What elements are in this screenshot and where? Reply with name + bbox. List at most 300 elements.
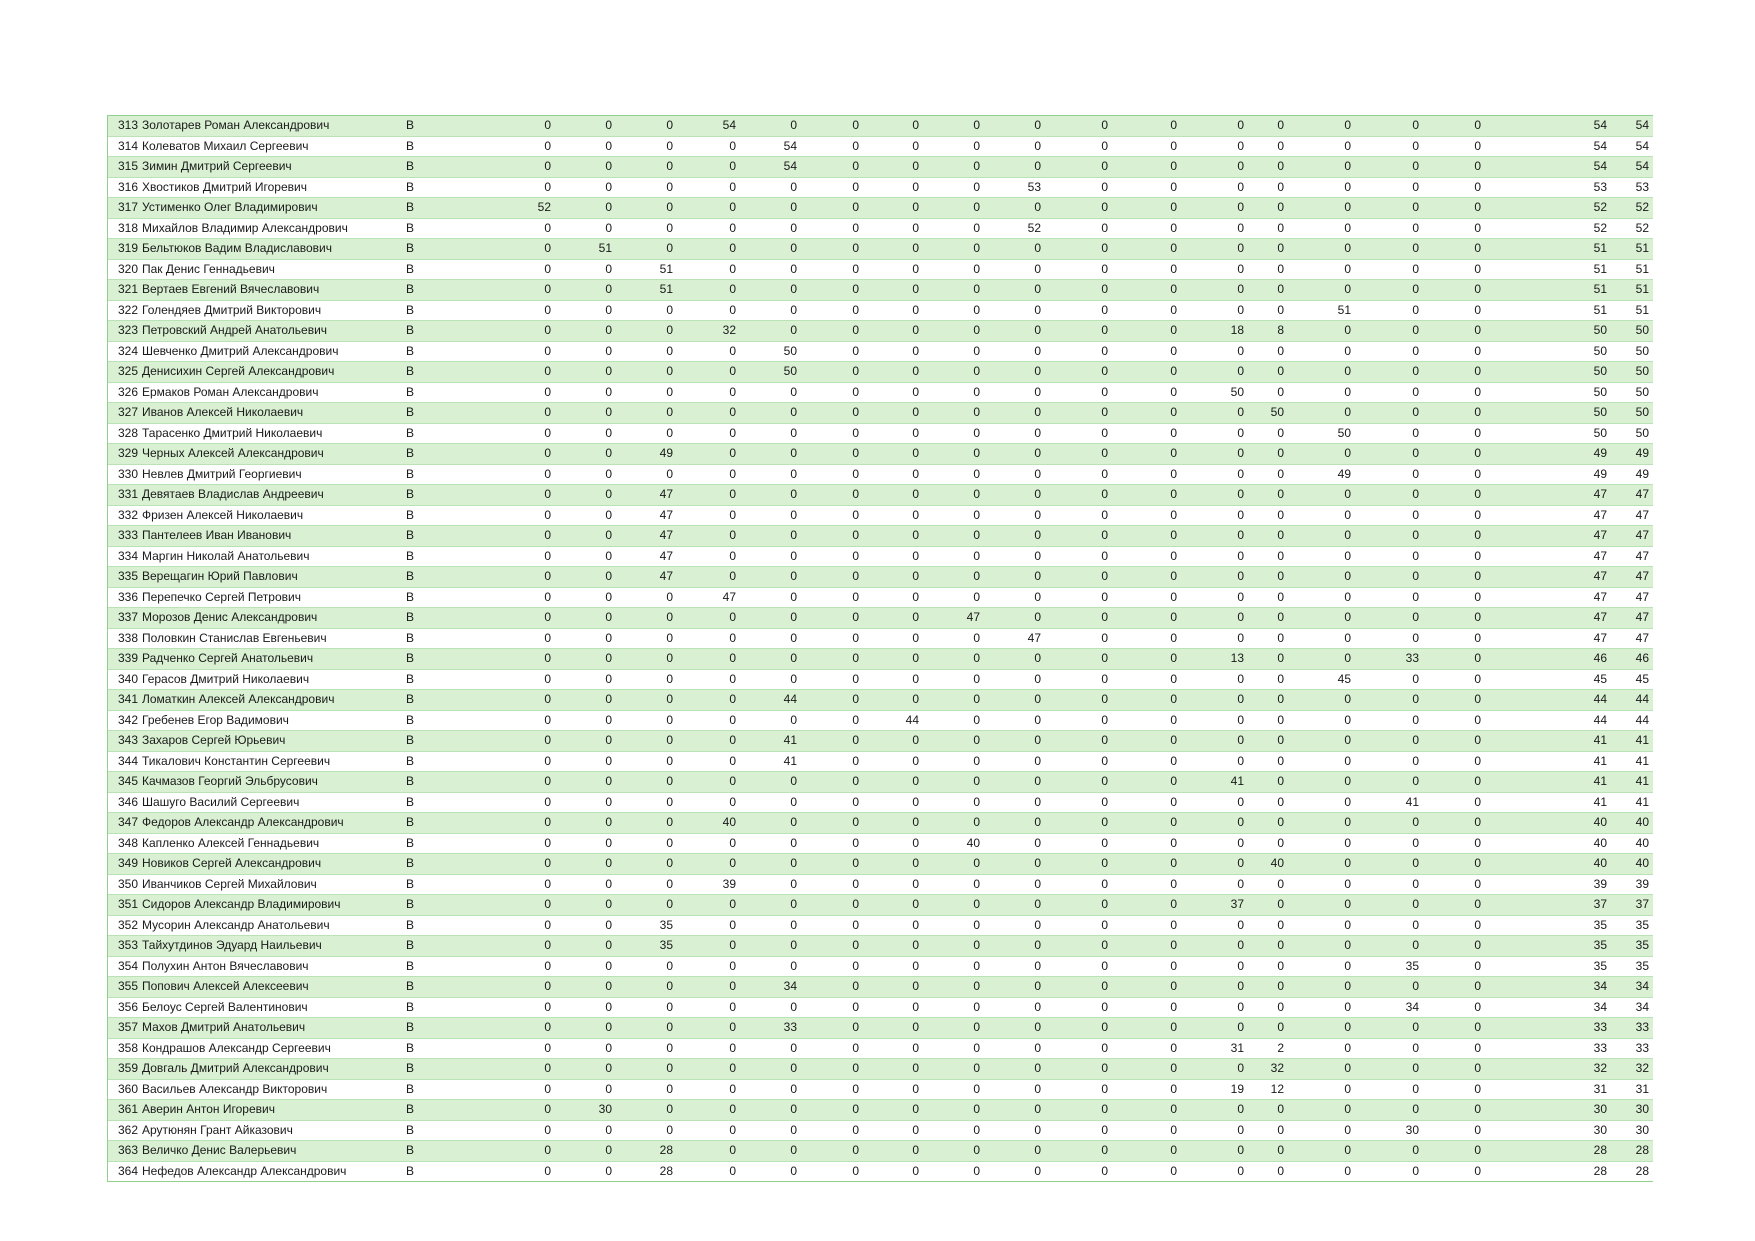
stage-score-cell: 0 — [1288, 751, 1355, 772]
stage-score-cell: 0 — [1248, 710, 1288, 731]
stage-score-cell: 0 — [616, 628, 677, 649]
stage-score-cell: 44 — [863, 710, 923, 731]
category-cell: B — [404, 116, 460, 136]
stage-score-cell: 0 — [1112, 751, 1181, 772]
stage-score-cell: 0 — [923, 690, 984, 711]
stage-score-cell: 0 — [460, 403, 555, 424]
final-total-cell: 34 — [1611, 997, 1653, 1018]
category-cell: B — [404, 792, 460, 813]
total-cell: 47 — [1485, 567, 1611, 588]
stage-score-cell: 0 — [677, 710, 740, 731]
total-cell: 41 — [1485, 751, 1611, 772]
stage-score-cell: 0 — [801, 136, 863, 157]
stage-score-cell: 0 — [1112, 854, 1181, 875]
stage-score-cell: 0 — [460, 608, 555, 629]
stage-score-cell: 0 — [1045, 628, 1112, 649]
stage-score-cell: 0 — [984, 608, 1045, 629]
rank-cell: 360 — [108, 1079, 142, 1100]
stage-score-cell: 0 — [1355, 362, 1423, 383]
participant-name-cell: Бельтюков Вадим Владиславович — [142, 239, 404, 260]
stage-score-cell: 0 — [863, 649, 923, 670]
stage-score-cell: 0 — [801, 956, 863, 977]
stage-score-cell: 0 — [1181, 669, 1248, 690]
stage-score-cell: 0 — [1248, 1161, 1288, 1181]
stage-score-cell: 0 — [1423, 813, 1485, 834]
table-row — [108, 239, 1653, 260]
stage-score-cell: 0 — [1423, 177, 1485, 198]
stage-score-cell: 0 — [984, 300, 1045, 321]
stage-score-cell: 0 — [1423, 956, 1485, 977]
stage-score-cell: 0 — [1423, 1079, 1485, 1100]
stage-score-cell: 0 — [1112, 608, 1181, 629]
stage-score-cell: 0 — [1248, 526, 1288, 547]
participant-name-cell: Иванов Алексей Николаевич — [142, 403, 404, 424]
stage-score-cell: 0 — [460, 300, 555, 321]
stage-score-cell: 0 — [863, 505, 923, 526]
stage-score-cell: 0 — [1112, 239, 1181, 260]
stage-score-cell: 0 — [984, 710, 1045, 731]
stage-score-cell: 0 — [740, 382, 801, 403]
stage-score-cell: 0 — [555, 505, 616, 526]
category-cell: B — [404, 218, 460, 239]
stage-score-cell: 0 — [863, 1038, 923, 1059]
total-cell: 47 — [1485, 485, 1611, 506]
participant-name-cell: Капленко Алексей Геннадьевич — [142, 833, 404, 854]
rank-cell: 318 — [108, 218, 142, 239]
stage-score-cell: 0 — [677, 1018, 740, 1039]
participant-name-cell: Белоус Сергей Валентинович — [142, 997, 404, 1018]
rank-cell: 354 — [108, 956, 142, 977]
stage-score-cell: 0 — [677, 464, 740, 485]
category-cell: B — [404, 628, 460, 649]
participant-name-cell: Новиков Сергей Александрович — [142, 854, 404, 875]
stage-score-cell: 0 — [740, 505, 801, 526]
stage-score-cell: 0 — [555, 997, 616, 1018]
participant-name-cell: Федоров Александр Александрович — [142, 813, 404, 834]
stage-score-cell: 13 — [1181, 649, 1248, 670]
stage-score-cell: 50 — [740, 341, 801, 362]
stage-score-cell: 0 — [923, 751, 984, 772]
stage-score-cell: 0 — [1248, 587, 1288, 608]
stage-score-cell: 0 — [677, 177, 740, 198]
stage-score-cell: 50 — [1248, 403, 1288, 424]
stage-score-cell: 0 — [1045, 936, 1112, 957]
stage-score-cell: 31 — [1181, 1038, 1248, 1059]
category-cell: B — [404, 690, 460, 711]
final-total-cell: 51 — [1611, 280, 1653, 301]
stage-score-cell: 0 — [740, 649, 801, 670]
stage-score-cell: 0 — [984, 874, 1045, 895]
stage-score-cell: 0 — [1423, 587, 1485, 608]
stage-score-cell: 0 — [923, 464, 984, 485]
stage-score-cell: 0 — [1423, 649, 1485, 670]
participant-name-cell: Невлев Дмитрий Георгиевич — [142, 464, 404, 485]
category-cell: B — [404, 1100, 460, 1121]
stage-score-cell: 0 — [1181, 259, 1248, 280]
table-body — [108, 116, 1653, 1181]
rank-cell: 357 — [108, 1018, 142, 1039]
stage-score-cell: 0 — [984, 239, 1045, 260]
stage-score-cell: 0 — [616, 157, 677, 178]
stage-score-cell: 0 — [1355, 813, 1423, 834]
stage-score-cell: 0 — [1288, 116, 1355, 136]
category-cell: B — [404, 854, 460, 875]
stage-score-cell: 0 — [1045, 280, 1112, 301]
stage-score-cell: 0 — [1045, 300, 1112, 321]
final-total-cell: 34 — [1611, 977, 1653, 998]
stage-score-cell: 0 — [1288, 731, 1355, 752]
stage-score-cell: 0 — [801, 669, 863, 690]
category-cell: B — [404, 1079, 460, 1100]
stage-score-cell: 0 — [677, 608, 740, 629]
stage-score-cell: 0 — [984, 1059, 1045, 1080]
stage-score-cell: 0 — [460, 833, 555, 854]
stage-score-cell: 0 — [1045, 997, 1112, 1018]
participant-name-cell: Маргин Николай Анатольевич — [142, 546, 404, 567]
category-cell: B — [404, 895, 460, 916]
stage-score-cell: 0 — [863, 977, 923, 998]
stage-score-cell: 0 — [1112, 116, 1181, 136]
final-total-cell: 44 — [1611, 710, 1653, 731]
participant-name-cell: Хвостиков Дмитрий Игоревич — [142, 177, 404, 198]
stage-score-cell: 0 — [1423, 526, 1485, 547]
total-cell: 50 — [1485, 341, 1611, 362]
stage-score-cell: 0 — [1112, 136, 1181, 157]
total-cell: 54 — [1485, 136, 1611, 157]
final-total-cell: 46 — [1611, 649, 1653, 670]
stage-score-cell: 0 — [460, 218, 555, 239]
stage-score-cell: 0 — [1045, 751, 1112, 772]
total-cell: 30 — [1485, 1100, 1611, 1121]
table-row — [108, 997, 1653, 1018]
final-total-cell: 47 — [1611, 587, 1653, 608]
stage-score-cell: 35 — [1355, 956, 1423, 977]
rank-cell: 341 — [108, 690, 142, 711]
stage-score-cell: 0 — [1181, 1059, 1248, 1080]
stage-score-cell: 0 — [740, 177, 801, 198]
table-row — [108, 977, 1653, 998]
stage-score-cell: 0 — [616, 792, 677, 813]
stage-score-cell: 0 — [984, 1161, 1045, 1181]
final-total-cell: 33 — [1611, 1038, 1653, 1059]
table-row — [108, 382, 1653, 403]
rank-cell: 325 — [108, 362, 142, 383]
stage-score-cell: 18 — [1181, 321, 1248, 342]
stage-score-cell: 0 — [555, 485, 616, 506]
stage-score-cell: 0 — [801, 751, 863, 772]
stage-score-cell: 0 — [1248, 1018, 1288, 1039]
stage-score-cell: 0 — [1248, 116, 1288, 136]
stage-score-cell: 0 — [863, 1141, 923, 1162]
stage-score-cell: 0 — [1288, 218, 1355, 239]
stage-score-cell: 0 — [1248, 1120, 1288, 1141]
stage-score-cell: 0 — [984, 382, 1045, 403]
stage-score-cell: 0 — [616, 874, 677, 895]
stage-score-cell: 0 — [1248, 977, 1288, 998]
stage-score-cell: 0 — [923, 936, 984, 957]
stage-score-cell: 0 — [863, 382, 923, 403]
stage-score-cell: 0 — [1423, 1161, 1485, 1181]
stage-score-cell: 0 — [1248, 997, 1288, 1018]
total-cell: 34 — [1485, 997, 1611, 1018]
stage-score-cell: 0 — [740, 464, 801, 485]
stage-score-cell: 0 — [555, 300, 616, 321]
table-row — [108, 895, 1653, 916]
stage-score-cell: 0 — [1181, 997, 1248, 1018]
stage-score-cell: 0 — [1045, 157, 1112, 178]
stage-score-cell: 0 — [801, 936, 863, 957]
participant-name-cell: Гребенев Егор Вадимович — [142, 710, 404, 731]
stage-score-cell: 0 — [801, 526, 863, 547]
stage-score-cell: 0 — [1423, 239, 1485, 260]
stage-score-cell: 0 — [1355, 341, 1423, 362]
stage-score-cell: 0 — [1112, 1018, 1181, 1039]
stage-score-cell: 0 — [1112, 1141, 1181, 1162]
stage-score-cell: 0 — [460, 710, 555, 731]
stage-score-cell: 0 — [1355, 239, 1423, 260]
stage-score-cell: 53 — [984, 177, 1045, 198]
stage-score-cell: 0 — [1181, 731, 1248, 752]
category-cell: B — [404, 485, 460, 506]
stage-score-cell: 0 — [460, 628, 555, 649]
stage-score-cell: 0 — [863, 1018, 923, 1039]
stage-score-cell: 0 — [1423, 915, 1485, 936]
stage-score-cell: 0 — [1423, 628, 1485, 649]
stage-score-cell: 0 — [616, 813, 677, 834]
stage-score-cell: 0 — [984, 792, 1045, 813]
table-row — [108, 1079, 1653, 1100]
stage-score-cell: 0 — [923, 382, 984, 403]
total-cell: 28 — [1485, 1161, 1611, 1181]
stage-score-cell: 0 — [1248, 649, 1288, 670]
stage-score-cell: 0 — [923, 116, 984, 136]
stage-score-cell: 0 — [1248, 136, 1288, 157]
stage-score-cell: 0 — [1248, 956, 1288, 977]
table-row — [108, 792, 1653, 813]
total-cell: 44 — [1485, 710, 1611, 731]
stage-score-cell: 0 — [863, 198, 923, 219]
stage-score-cell: 0 — [1045, 833, 1112, 854]
stage-score-cell: 0 — [1288, 792, 1355, 813]
stage-score-cell: 0 — [1423, 710, 1485, 731]
stage-score-cell: 0 — [1423, 341, 1485, 362]
stage-score-cell: 0 — [863, 300, 923, 321]
stage-score-cell: 0 — [1112, 669, 1181, 690]
stage-score-cell: 0 — [555, 444, 616, 465]
stage-score-cell: 0 — [677, 362, 740, 383]
stage-score-cell: 0 — [1423, 157, 1485, 178]
stage-score-cell: 0 — [1181, 423, 1248, 444]
stage-score-cell: 0 — [1248, 936, 1288, 957]
stage-score-cell: 0 — [1181, 444, 1248, 465]
stage-score-cell: 0 — [1045, 854, 1112, 875]
stage-score-cell: 0 — [460, 956, 555, 977]
stage-score-cell: 0 — [616, 1079, 677, 1100]
stage-score-cell: 0 — [923, 526, 984, 547]
stage-score-cell: 0 — [1181, 136, 1248, 157]
stage-score-cell: 0 — [677, 1141, 740, 1162]
stage-score-cell: 0 — [1181, 587, 1248, 608]
stage-score-cell: 0 — [1355, 136, 1423, 157]
stage-score-cell: 0 — [1248, 198, 1288, 219]
stage-score-cell: 0 — [1112, 649, 1181, 670]
stage-score-cell: 0 — [1288, 1120, 1355, 1141]
stage-score-cell: 0 — [740, 854, 801, 875]
results-sheet — [107, 115, 1653, 1182]
stage-score-cell: 0 — [863, 157, 923, 178]
table-row — [108, 464, 1653, 485]
stage-score-cell: 0 — [1112, 587, 1181, 608]
stage-score-cell: 32 — [677, 321, 740, 342]
stage-score-cell: 0 — [1112, 177, 1181, 198]
final-total-cell: 47 — [1611, 608, 1653, 629]
table-row — [108, 833, 1653, 854]
stage-score-cell: 0 — [984, 895, 1045, 916]
stage-score-cell: 41 — [1181, 772, 1248, 793]
stage-score-cell: 0 — [1288, 772, 1355, 793]
stage-score-cell: 0 — [616, 1018, 677, 1039]
stage-score-cell: 0 — [740, 608, 801, 629]
stage-score-cell: 0 — [1423, 198, 1485, 219]
stage-score-cell: 0 — [1181, 546, 1248, 567]
stage-score-cell: 0 — [677, 1038, 740, 1059]
stage-score-cell: 0 — [616, 403, 677, 424]
stage-score-cell: 0 — [677, 977, 740, 998]
stage-score-cell: 0 — [555, 895, 616, 916]
table-row — [108, 1100, 1653, 1121]
table-row — [108, 1059, 1653, 1080]
rank-cell: 359 — [108, 1059, 142, 1080]
stage-score-cell: 0 — [616, 854, 677, 875]
rank-cell: 335 — [108, 567, 142, 588]
total-cell: 35 — [1485, 936, 1611, 957]
stage-score-cell: 0 — [555, 669, 616, 690]
stage-score-cell: 0 — [616, 895, 677, 916]
stage-score-cell: 0 — [1045, 1161, 1112, 1181]
stage-score-cell: 0 — [923, 710, 984, 731]
stage-score-cell: 0 — [1045, 895, 1112, 916]
stage-score-cell: 0 — [1248, 567, 1288, 588]
table-row — [108, 526, 1653, 547]
table-row — [108, 608, 1653, 629]
participant-name-cell: Колеватов Михаил Сергеевич — [142, 136, 404, 157]
stage-score-cell: 0 — [1423, 280, 1485, 301]
total-cell: 44 — [1485, 690, 1611, 711]
stage-score-cell: 0 — [1248, 382, 1288, 403]
total-cell: 46 — [1485, 649, 1611, 670]
final-total-cell: 54 — [1611, 116, 1653, 136]
stage-score-cell: 0 — [1288, 239, 1355, 260]
category-cell: B — [404, 444, 460, 465]
stage-score-cell: 40 — [1248, 854, 1288, 875]
category-cell: B — [404, 813, 460, 834]
stage-score-cell: 0 — [1423, 1018, 1485, 1039]
stage-score-cell: 0 — [555, 710, 616, 731]
stage-score-cell: 0 — [460, 1079, 555, 1100]
stage-score-cell: 0 — [1181, 792, 1248, 813]
total-cell: 51 — [1485, 280, 1611, 301]
stage-score-cell: 35 — [616, 936, 677, 957]
stage-score-cell: 0 — [677, 341, 740, 362]
table-row — [108, 710, 1653, 731]
stage-score-cell: 0 — [555, 1079, 616, 1100]
stage-score-cell: 0 — [923, 300, 984, 321]
category-cell: B — [404, 239, 460, 260]
stage-score-cell: 0 — [677, 444, 740, 465]
participant-name-cell: Тикалович Константин Сергеевич — [142, 751, 404, 772]
final-total-cell: 51 — [1611, 259, 1653, 280]
participant-name-cell: Голендяев Дмитрий Викторович — [142, 300, 404, 321]
stage-score-cell: 0 — [984, 157, 1045, 178]
stage-score-cell: 0 — [460, 526, 555, 547]
total-cell: 40 — [1485, 833, 1611, 854]
stage-score-cell: 0 — [616, 1059, 677, 1080]
stage-score-cell: 0 — [1045, 567, 1112, 588]
stage-score-cell: 0 — [984, 813, 1045, 834]
stage-score-cell: 0 — [1248, 690, 1288, 711]
total-cell: 47 — [1485, 546, 1611, 567]
stage-score-cell: 0 — [555, 956, 616, 977]
rank-cell: 330 — [108, 464, 142, 485]
stage-score-cell: 0 — [863, 1161, 923, 1181]
stage-score-cell: 0 — [616, 116, 677, 136]
final-total-cell: 28 — [1611, 1141, 1653, 1162]
stage-score-cell: 0 — [863, 259, 923, 280]
stage-score-cell: 51 — [616, 280, 677, 301]
stage-score-cell: 0 — [1248, 546, 1288, 567]
stage-score-cell: 0 — [1248, 772, 1288, 793]
stage-score-cell: 0 — [1355, 1079, 1423, 1100]
stage-score-cell: 0 — [1423, 382, 1485, 403]
stage-score-cell: 0 — [1423, 136, 1485, 157]
rank-cell: 349 — [108, 854, 142, 875]
stage-score-cell: 0 — [1045, 362, 1112, 383]
stage-score-cell: 0 — [460, 567, 555, 588]
stage-score-cell: 0 — [1248, 444, 1288, 465]
stage-score-cell: 0 — [740, 321, 801, 342]
stage-score-cell: 0 — [1288, 977, 1355, 998]
stage-score-cell: 0 — [616, 587, 677, 608]
stage-score-cell: 0 — [1181, 854, 1248, 875]
stage-score-cell: 0 — [923, 423, 984, 444]
stage-score-cell: 0 — [1248, 505, 1288, 526]
stage-score-cell: 0 — [1355, 526, 1423, 547]
stage-score-cell: 0 — [555, 792, 616, 813]
table-row — [108, 915, 1653, 936]
stage-score-cell: 0 — [1288, 136, 1355, 157]
stage-score-cell: 0 — [801, 1038, 863, 1059]
total-cell: 50 — [1485, 382, 1611, 403]
final-total-cell: 30 — [1611, 1100, 1653, 1121]
stage-score-cell: 0 — [1045, 136, 1112, 157]
total-cell: 32 — [1485, 1059, 1611, 1080]
table-row — [108, 936, 1653, 957]
category-cell: B — [404, 464, 460, 485]
stage-score-cell: 33 — [740, 1018, 801, 1039]
stage-score-cell: 0 — [677, 895, 740, 916]
stage-score-cell: 0 — [984, 485, 1045, 506]
stage-score-cell: 0 — [1045, 341, 1112, 362]
stage-score-cell: 0 — [984, 1018, 1045, 1039]
participant-name-cell: Тайхутдинов Эдуард Наильевич — [142, 936, 404, 957]
stage-score-cell: 0 — [1355, 628, 1423, 649]
stage-score-cell: 0 — [1355, 464, 1423, 485]
final-total-cell: 30 — [1611, 1120, 1653, 1141]
table-row — [108, 628, 1653, 649]
table-row — [108, 198, 1653, 219]
participant-name-cell: Золотарев Роман Александрович — [142, 116, 404, 136]
stage-score-cell: 0 — [923, 956, 984, 977]
